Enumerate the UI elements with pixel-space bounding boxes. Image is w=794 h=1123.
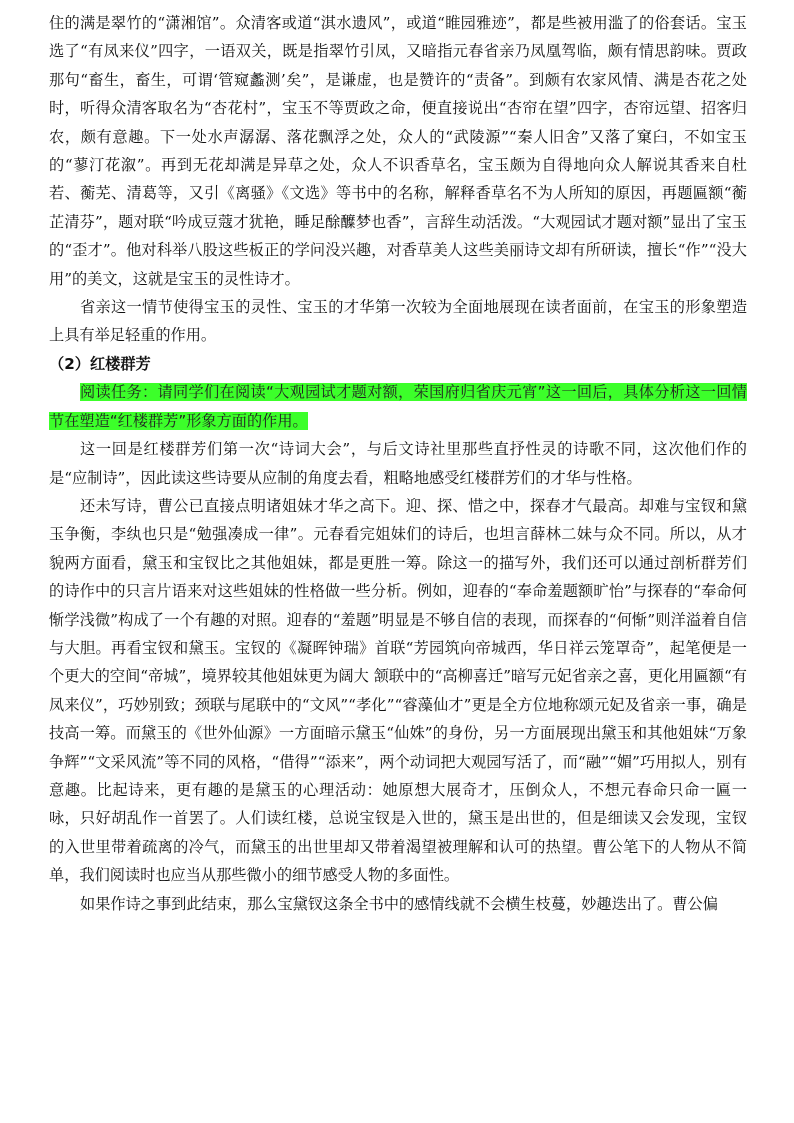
body-paragraph-3: 这一回是红楼群芳们第一次“诗词大会”，与后文诗社里那些直抒性灵的诗歌不同，这次他们作的是“应制诗”，因此读这些诗要从应制的角度去看，粗略地感受红楼群芳们的才华与性格。 [49, 440, 747, 487]
section-heading: （2）红楼群芳 [49, 354, 151, 373]
body-paragraph-1: 住的满是翠竹的“潇湘馆”。众清客或道“淇水遗风”，或道“睢园雅迹”，都是些被用滥了的俗套话。宝玉选了“有凤来仪”四字，一语双关，既是指翠竹引凤，又暗指元春省亲乃凤凰驾临，颇有情思韵味。贾政那句“畜生，畜生，可谓‘管窥蠡测’矣”，是谦虚，也是赞许的“责备”。到颇有农家风情、满是杏花之处时，听得众清客取名为“杏花村”，宝玉不等贾政之命，便直接说出“杏帘在望”四字，杏帘远望、招客归农，颇有意趣。下一处水声潺潺、落花飘浮之处，众人的“武陵源”“秦人旧舍”又落了窠臼，不如宝玉的“蓼汀花溆”。再到无花却满是异草之处，众人不识香草名，宝玉颇为自得地向众人解说其香来自杜若、蘅芜、清葛等，又引《离骚》《文选》等书中的名称，解释香草名不为人所知的原因，再题匾额“蘅芷清芬”，题对联“吟成豆蔻才犹艳，睡足酴醾梦也香”，言辞生动活泼。“大观园试才题对额”显出了宝玉的“歪才”。他对科举八股这些板正的学问没兴趣，对香草美人这些美丽诗文却有所研读，擅长“作”“没大用”的美文，这就是宝玉的灵性诗才。 [49, 14, 747, 288]
document-page [49, 9, 747, 918]
reading-task-highlight: 阅读任务：请同学们在阅读“大观园试才题对额，荣国府归省庆元宵”这一回后，具体分析这一回情节在塑造“红楼群芳”形象方面的作用。 [49, 383, 747, 430]
reading-task [49, 378, 747, 435]
body-paragraph-2: 省亲这一情节使得宝玉的灵性、宝玉的才华第一次较为全面地展现在读者面前，在宝玉的形象塑造上具有举足轻重的作用。 [49, 298, 747, 345]
body-paragraph-5: 如果作诗之事到此结束，那么宝黛钗这条全书中的感情线就不会横生枝蔓，妙趣迭出了。曹公偏 [80, 894, 718, 913]
body-paragraph-4: 还未写诗，曹公已直接点明诸姐妹才华之高下。迎、探、惜之中，探春才气最高。却难与宝钗和黛玉争衡，李纨也只是“勉强凑成一律”。元春看完姐妹们的诗后，也坦言薛林二妹与众不同。所以，从才貌两方面看，黛玉和宝钗比之其他姐妹，都是更胜一筹。除这一的描写外，我们还可以通过剖析群芳们的诗作中的只言片语来对这些姐妹的性格做一些分析。例如，迎春的“奉命羞题额旷怡”与探春的“奉命何惭学浅微”构成了一个有趣的对照。迎春的“羞题”明显是不够自信的表现，而探春的“何惭”则洋溢着自信与大胆。再看宝钗和黛玉。宝钗的《凝晖钟瑞》首联“芳园筑向帝城西，华日祥云笼罩奇”，起笔便是一个更大的空间“帝城”，境界较其他姐妹更为阔大 颔联中的“高柳喜迁”暗写元妃省亲之喜，更化用匾额“有凤来仪”，巧妙别致；颈联与尾联中的“文风”“孝化”“睿藻仙才”更是全方位地称颂元妃及省亲一事，确是技高一筹。而黛玉的《世外仙源》一方面暗示黛玉“仙姝”的身份，另一方面展现出黛玉和其他姐妹“万象争辉”“文采风流”等不同的风格，“借得”“添来”，两个动词把大观园写活了，而“融”“媚”巧用拟人，别有意趣。比起诗来，更有趣的是黛玉的心理活动：她原想大展奇才，压倒众人，不想元春命只命一匾一咏，只好胡乱作一首罢了。人们读红楼，总说宝钗是入世的，黛玉是出世的，但是细读又会发现，宝钗的入世里带着疏离的冷气，而黛玉的出世里却又带着渴望被理解和认可的热望。曹公笔下的人物从不简单，我们阅读时也应当从那些微小的细节感受人物的多面性。 [49, 496, 747, 885]
